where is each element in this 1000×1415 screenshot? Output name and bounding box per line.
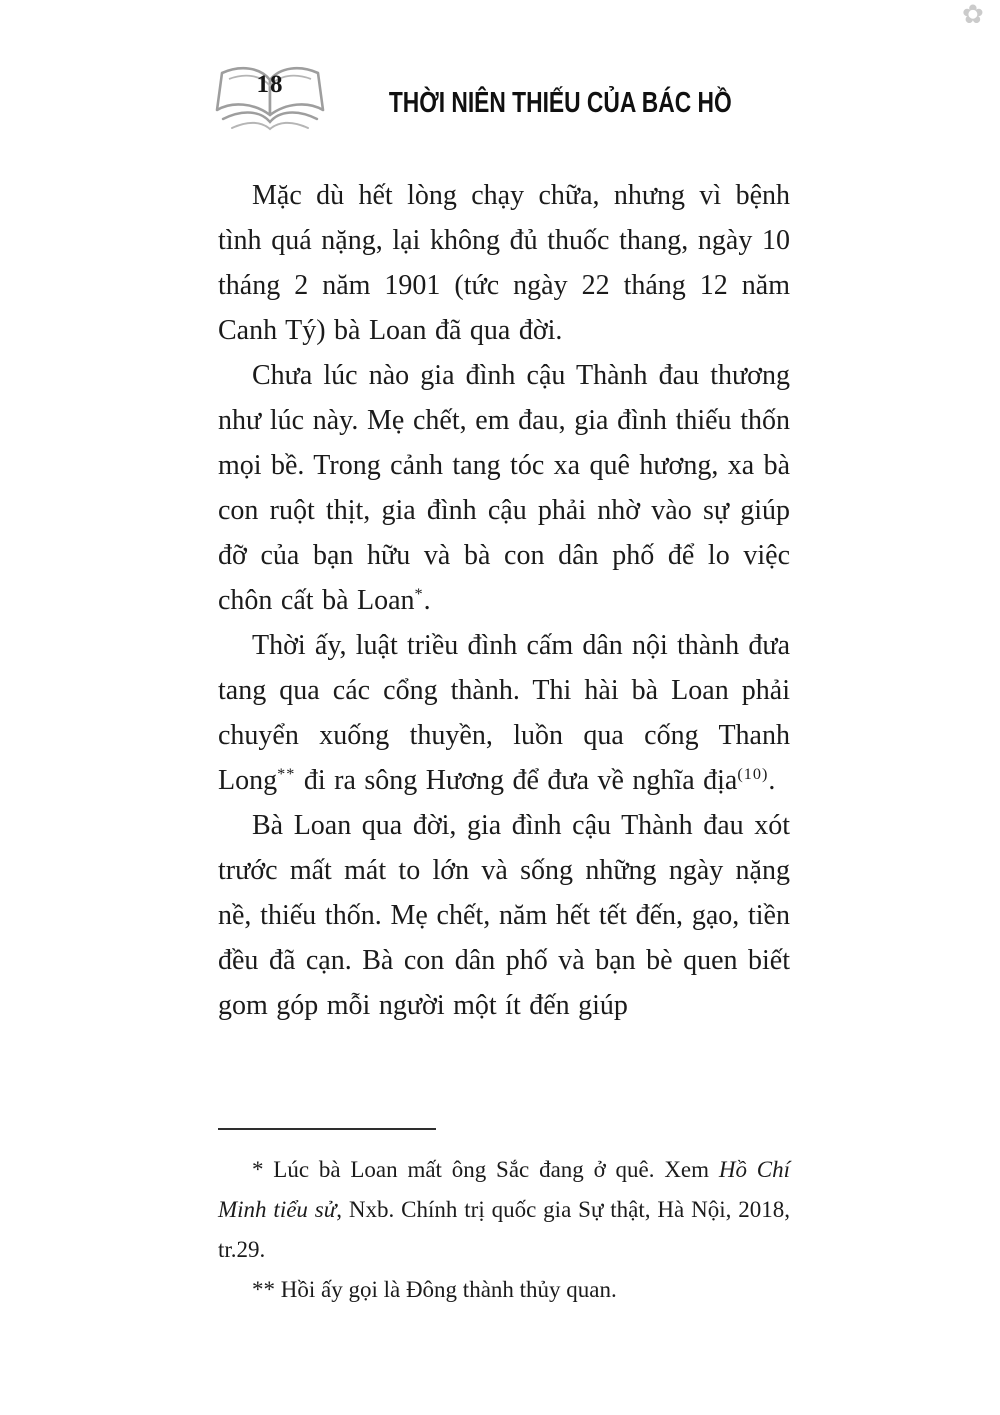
footnote-1-text-b: , Nxb. Chính trị quốc gia Sự thật, Hà Nội, 2018, tr.29. <box>218 1197 790 1262</box>
paragraph-3-text-a: Thời ấy, luật triều đình cấm dân nội thành đưa tang qua các cổng thành. Thi hài bà Loan phải chuyển xuống thuyền, luồn qua cống Thanh Long <box>218 630 790 796</box>
footnote-2-text: ** Hồi ấy gọi là Đông thành thủy quan. <box>252 1277 617 1302</box>
footnote-marker-double-asterisk: ** <box>277 765 296 783</box>
body-text <box>218 173 790 1028</box>
footnote-2 <box>218 1270 790 1310</box>
paragraph-2-text: Chưa lúc nào gia đình cậu Thành đau thương như lúc này. Mẹ chết, em đau, gia đình thiếu thốn mọi bề. Trong cảnh tang tóc xa quê hương, xa bà con ruột thịt, gia đình cậu phải nhờ vào sự giúp đỡ của bạn hữu và bà con dân phố để lo việc chôn cất bà Loan <box>218 360 790 616</box>
paragraph-4-text: Bà Loan qua đời, gia đình cậu Thành đau xót trước mất mát to lớn và sống những ngày nặng nề, thiếu thốn. Mẹ chết, năm hết tết đến, gạo, tiền đều đã cạn. Bà con dân phố và bạn bè quen biết gom góp mỗi người một ít đến giúp <box>218 810 790 1021</box>
paragraph-1-text: Mặc dù hết lòng chạy chữa, nhưng vì bệnh tình quá nặng, lại không đủ thuốc thang, ngày 10 tháng 2 năm 1901 (tức ngày 22 tháng 12 năm Canh Tý) bà Loan đã qua đời. <box>218 180 790 346</box>
flower-ornament-icon: ✿ <box>962 0 984 30</box>
running-title <box>330 87 790 120</box>
paragraph-3-period: . <box>768 765 776 796</box>
paragraph-2 <box>218 353 790 623</box>
paragraph-4 <box>218 803 790 1028</box>
paragraph-3-text-b: đi ra sông Hương để đưa về nghĩa địa <box>295 765 738 796</box>
footnotes-section <box>218 1118 790 1310</box>
paragraph-2-period: . <box>423 585 431 616</box>
footnote-separator <box>218 1128 436 1130</box>
footnote-1-book-title: Hồ Chí Minh tiểu sử <box>218 1157 790 1222</box>
footnote-1 <box>218 1150 790 1270</box>
page-number: 18 <box>256 71 284 98</box>
footnote-marker-asterisk: * <box>414 585 424 603</box>
running-title-text: THỜI NIÊN THIẾU CỦA BÁC HỒ <box>388 87 732 119</box>
footnote-1-text-a: * Lúc bà Loan mất ông Sắc đang ở quê. Xem <box>252 1157 719 1182</box>
paragraph-3 <box>218 623 790 803</box>
endnote-marker-10: (10) <box>737 765 769 783</box>
paragraph-1 <box>218 173 790 353</box>
